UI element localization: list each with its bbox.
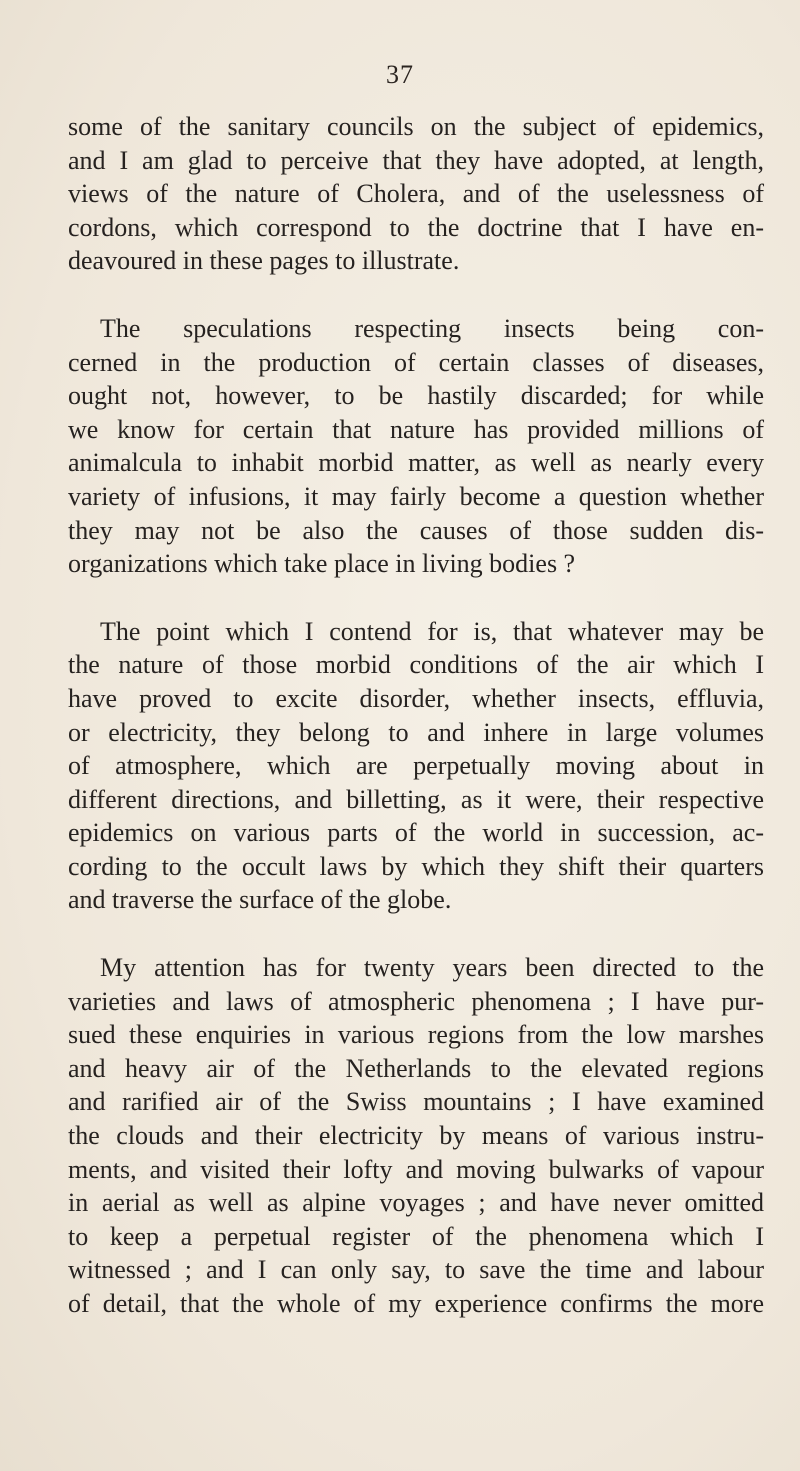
text-line: The speculations respecting insects being con- <box>100 313 764 343</box>
page-number: 37 <box>386 60 414 89</box>
text-line: and rarified air of the Swiss mountains ; I have examined <box>68 1087 764 1117</box>
paragraph-2 <box>68 312 764 581</box>
text-line: epidemics on various parts of the world in succession, ac- <box>68 818 764 848</box>
text-line: The point which I contend for is, that whatever may be <box>100 616 764 646</box>
text-line: to keep a perpetual register of the phenomena which I <box>68 1221 764 1251</box>
text-line: and heavy air of the Netherlands to the elevated regions <box>68 1053 764 1083</box>
paragraph-4 <box>68 951 764 1321</box>
text-line: sued these enquiries in various regions from the low marshes <box>68 1020 764 1050</box>
text-line: cordons, which correspond to the doctrine that I have en- <box>68 212 764 242</box>
text-line: organizations which take place in living bodies ? <box>68 549 576 579</box>
text-line: variety of infusions, it may fairly become a question whether <box>68 481 764 511</box>
body-text <box>68 110 764 1355</box>
text-line: and I am glad to perceive that they have adopted, at length, <box>68 145 764 175</box>
text-line: the clouds and their electricity by means of various instru- <box>68 1121 764 1151</box>
paragraph-3 <box>68 615 764 917</box>
text-line: some of the sanitary councils on the subject of epidemics, <box>68 112 764 141</box>
text-line: animalcula to inhabit morbid matter, as well as nearly every <box>68 448 764 478</box>
text-line: of detail, that the whole of my experience confirms the more <box>68 1289 764 1318</box>
text-line: ought not, however, to be hastily discarded; for while <box>68 381 764 411</box>
text-line: cerned in the production of certain classes of diseases, <box>68 347 764 377</box>
text-line: deavoured in these pages to illustrate. <box>68 246 460 276</box>
text-line: they may not be also the causes of those sudden dis- <box>68 515 764 545</box>
text-line: witnessed ; and I can only say, to save the time and labour <box>68 1255 764 1285</box>
text-line: varieties and laws of atmospheric phenomena ; I have pur- <box>68 986 764 1016</box>
text-line: we know for certain that nature has provided millions of <box>68 414 764 444</box>
text-line: or electricity, they belong to and inhere in large volumes <box>68 717 764 747</box>
text-line: and traverse the surface of the globe. <box>68 885 452 915</box>
text-line: the nature of those morbid conditions of the air which I <box>68 650 764 680</box>
paragraph-1 <box>68 110 764 278</box>
text-line: of atmosphere, which are perpetually moving about in <box>68 751 764 781</box>
text-line: views of the nature of Cholera, and of the uselessness of <box>68 179 764 209</box>
text-line: cording to the occult laws by which they shift their quarters <box>68 851 764 881</box>
text-line: My attention has for twenty years been directed to the <box>100 953 764 983</box>
text-line: ments, and visited their lofty and moving bulwarks of vapour <box>68 1154 764 1184</box>
text-line: different directions, and billetting, as it were, their respective <box>68 784 764 814</box>
text-line: have proved to excite disorder, whether insects, effluvia, <box>68 683 764 713</box>
text-line: in aerial as well as alpine voyages ; and have never omitted <box>68 1188 764 1218</box>
